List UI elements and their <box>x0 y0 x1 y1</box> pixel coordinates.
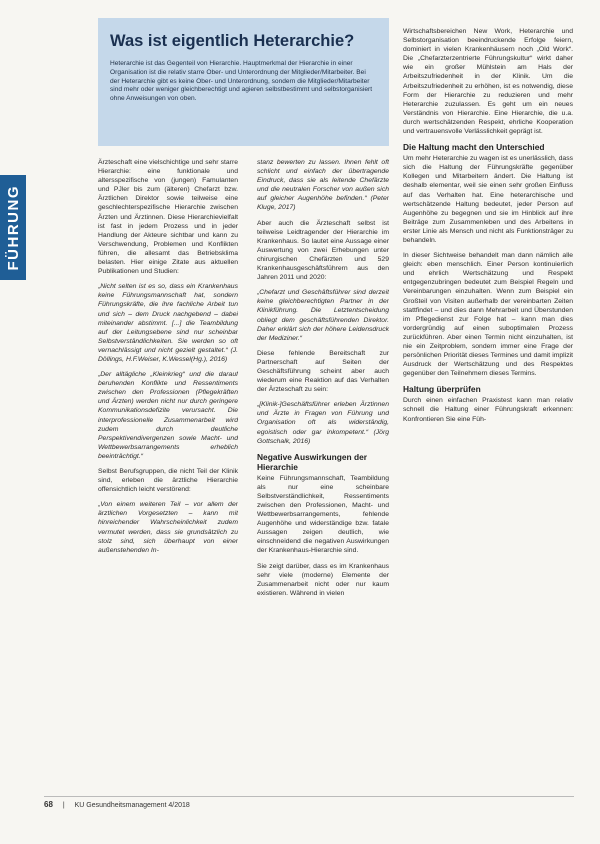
subheading: Haltung überprüfen <box>403 384 481 395</box>
body-paragraph: Selbst Berufsgruppen, die nicht Teil der Klinik sind, erleben die ärztliche Hierarchie offensichtlich leicht verstörend: <box>98 468 238 494</box>
quote-paragraph: „Der alltägliche „Kleinkrieg“ und die darauf beruhenden Konflikte und Ressentiments zwischen den Professionen (Pflegekräften und Ärzten) werden nicht nur durch geringere Kommunikationsdefizite verursacht. Die interprofessionelle Zusammenarbeit wird zudem durch deutliche Perspektivendivergenzen sowie Macht- und Wettbewerbsarrangements erheblich beeinträchtigt.“ <box>98 371 238 460</box>
body-paragraph: In dieser Sichtweise behandelt man dann nämlich alle gleich: eben menschlich. Einer Person kontinuierlich und ehrlich Wertschätzung und Respekt entgegenzubringen bedeutet zum Beispiel Regeln und Vereinbarungen einzuhalten. Wenn zum Beispiel ein Großteil von Visiten außerhalb der vereinbarten Zeiten stattfindet – und dies dann Mehrarbeit und Überstunden im Pflegedienst zur Folge hat – kann man dies vordergründig auf einen suboptimalen Prozess zurückführen. Aber einen Termin nicht einzuhalten, ist nie ein Zeitproblem, sondern immer eine Frage der persönlichen Priorität dieses Termines und damit implizit Ausdruck der Wertschätzung und des Respektes gegenüber den Teilnehmern dieses Termins. <box>403 252 573 378</box>
body-paragraph: Um mehr Heterarchie zu wagen ist es unerlässlich, dass sich die Haltung der Führungskräfte gegenüber Kollegen und Mitarbeitern ändert. Die Haltung ist deshalb elementar, weil sie einen sehr großen Einfluss auf das Verhalten hat. Eine heterarchische und wertschätzende Haltung bedeutet, jeder Person auf Augenhöhe zu begegnen und sie im Hinblick auf ihre Beiträge zum Zusammenleben und des Arbeitens in erster Linie als Mensch und nicht als Funktionsträger zu behandeln. <box>403 155 573 244</box>
publication-name: KU Gesundheitsmanagement 4/2018 <box>74 802 190 809</box>
section-tab <box>0 175 26 280</box>
page-number: 68 <box>44 800 53 809</box>
subheading: Die Haltung macht den Unterschied <box>403 142 545 153</box>
article-headline: Was ist eigentlich Heterarchie? <box>110 32 355 50</box>
body-paragraph: Durch einen einfachen Praxistest kann man relativ schnell die Haltung einer Führungskraft erkennen: Konfrontieren Sie eine Füh- <box>403 397 573 423</box>
quote-paragraph: „Von einem weiteren Teil – vor allem der ärztlichen Vorgesetzten – kann mit hinreichender Wahrscheinlichkeit zudem vermutet werden, dass sie grundsätzlich zu stolz sind, sich überhaupt von einer außenstehenden In- <box>98 501 238 554</box>
intro-text: Heterarchie ist das Gegenteil von Hierarchie. Hauptmerkmal der Hierarchie in einer Organisation ist die relativ starre Ober- und Unterordnung der Mitglieder/Mitarbeiter. Bei der Heterarchie gibt es keine Ober- und Unterordnung, sondern die Mitglieder/Mitarbeiter sind mehr oder weniger gleichberechtigt und agieren selbstbestimmt und selbstorganisiert ohne Anweisungen von oben. <box>110 60 373 103</box>
body-paragraph: Wirtschaftsbereichen New Work, Heterarchie und Selbstorganisation beeindruckende Erfolge feiern, dominiert in vielen Krankenhäusern noch „Old Work“. Die „Chefarzterzentrierte Führungskultur“ wirkt daher wie ein großer Mühlstein am Hals der Arbeitszufriedenheit in der Klinik. Um die Arbeitszufriedenheit zu erhöhen, ist es notwendig, diese Form der Hierarchie zu reduzieren und mehr Heterarchie zuzulassen. Es geht um ein neues Verständnis von Hierarchie. Eine Hierarchie, die u.a. durch wertschätzenden Respekt, ehrliche Kooperation und vertrauensvolle Verlässlichkeit geprägt ist. <box>403 28 573 136</box>
column-2 <box>257 158 389 796</box>
body-paragraph: Sie zeigt darüber, dass es im Krankenhaus sehr viele (moderne) Elemente der Zusammenarbeit nicht oder nur kaum existieren. Während in vielen <box>257 562 389 597</box>
body-paragraph: Keine Führungsmannschaft, Teambildung als nur eine scheinbare Selbstverständlichkeit, Ressentiments zwischen den Professionen, Macht- und Wettbewerbsarrangements, fehlende Augenhöhe und widerständige bzw. fatale Aussagen zeigen deutlich, wie einschneidend die negativen Auswirkungen der Krankenhaus-Hierarchie sind. <box>257 474 389 555</box>
quote-paragraph: stanz bewerten zu lassen. Ihnen fehlt oft schlicht und einfach der übertragende Eindruck, dass sie als leitende Chefärzte und die neutralen Forscher von außen sich auf gleicher Augenhöhe befinden.“ (Peter Kluge, 2017) <box>257 159 389 212</box>
section-tab-label: FÜHRUNG <box>4 184 22 271</box>
footer-separator: | <box>62 802 65 809</box>
quote-paragraph: „[Klinik-]Geschäftsführer erleben Ärztinnen und Ärzte in Fragen von Führung und Organisation oft als widerständig, egoistisch oder gar inkompetent.“ (Jörg Gottschalk, 2016) <box>257 401 389 445</box>
column-1 <box>98 158 238 796</box>
quote-paragraph: „Nicht selten ist es so, dass ein Krankenhaus keine Führungsmannschaft hat, sondern Führungskräfte, die ihre fachliche Arbeit tun und sich – dem Druck nachgebend – dabei miteinander abstimmt. [...] die Teambildung auf der Leitungsebene sind nur scheinbar Selbstverständlichkeiten. Sie werden so oft vernachlässigt und nicht gezielt gestaltet.“ (J. Döllings, H.F.Weiser, K.Wessel(Hg.), 2016) <box>98 283 238 363</box>
page-footer <box>44 800 190 809</box>
subheading: Negative Auswirkungen der Hierarchie <box>257 451 367 472</box>
column-3 <box>403 27 573 799</box>
body-paragraph: Aber auch die Ärzteschaft selbst ist teilweise Leidtragender der Hierarchie im Krankenhaus. So lautet eine Aussage einer Auswertung von zwei Erhebungen unter chirurgischen Chefärzten und 529 Krankenhausgeschäftsführern aus den Jahren 2011 und 2020: <box>257 219 389 282</box>
body-paragraph: Diese fehlende Bereitschaft zur Partnerschaft auf Seiten der Geschäftsführung scheint aber auch wiederum eine Reaktion auf das Verhalten der Ärzteschaft zu sein: <box>257 349 389 394</box>
body-paragraph: Ärzteschaft eine vielschichtige und sehr starre Hierarchie: eine funktionale und altersspezifische von (jungen) Famulanten und PJler bis zum (älteren) Chefarzt bzw. Ärztlichen Direktor sowie teilweise eine geschlechterspezifische Hierarchie zwischen Ärzten und Ärztinnen. Diese Hierarchievielfalt ist fast in jedem Prozess und in jeder Handlung der Akteure sichtbar und kann zu Verschwendung, Problemen und Konflikten führen, die allesamt das Betriebsklima belasten. Hier einige Zitate aus aktuellen Publikationen und Studien: <box>98 159 238 276</box>
footer-divider <box>44 796 574 797</box>
quote-paragraph: „Chefarzt und Geschäftsführer sind derzeit keine gleichberechtigten Partner in der Klinikführung. Die Letztentscheidung obliegt dem geschäftsführenden Direktor. Daher erklärt sich der höhere Leidensdruck der Mediziner.“ <box>257 289 389 342</box>
intro-box <box>98 18 389 146</box>
